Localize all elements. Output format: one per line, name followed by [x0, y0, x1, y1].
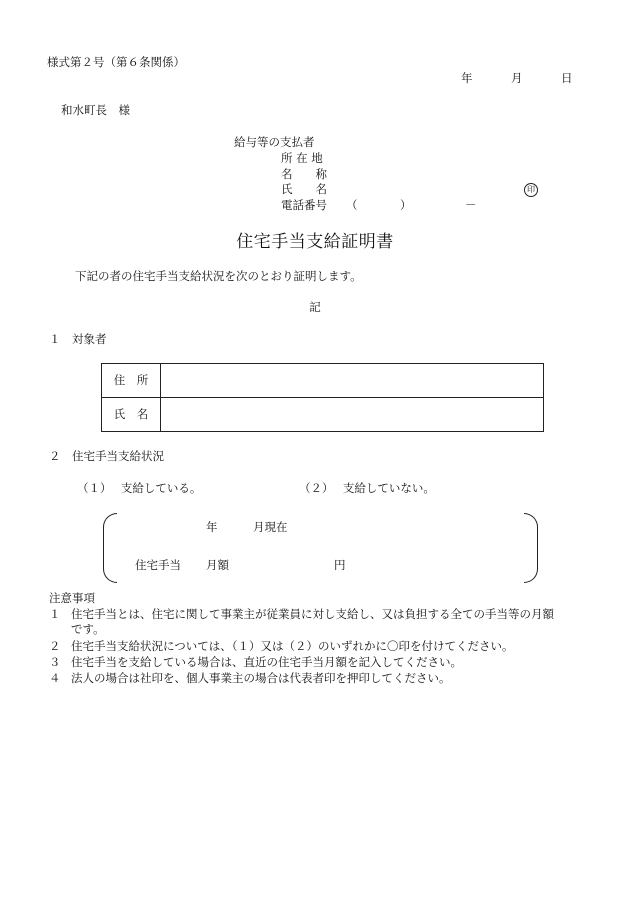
document-title: 住宅手当支給証明書 — [236, 232, 394, 252]
date-month-label: 月 — [511, 71, 523, 85]
address-label-cell: 住 所 — [102, 364, 161, 398]
payer-person-label: 氏 名 — [281, 182, 327, 196]
target-person-table — [101, 363, 544, 432]
form-number: 様式第２号（第６条関係） — [47, 55, 185, 69]
as-of-month-label: 月現在 — [253, 520, 288, 534]
name-value-cell[interactable] — [161, 398, 544, 432]
table-row — [102, 398, 544, 432]
payer-heading: 給与等の支払者 — [234, 135, 315, 149]
table-row — [102, 364, 544, 398]
date-year-label: 年 — [461, 71, 473, 85]
section1-heading: １ 対象者 — [49, 332, 107, 346]
note-text-continued: です。 — [71, 622, 105, 636]
phone-close-paren: ） — [400, 198, 412, 212]
phone-open-paren: （ — [346, 198, 358, 212]
intro-text: 下記の者の住宅手当支給状況を次のとおり証明します。 — [75, 269, 362, 283]
note-number: ３ — [49, 655, 61, 669]
allowance-label: 住宅手当 — [135, 558, 181, 572]
option-paying[interactable]: （１） 支給している。 — [77, 481, 202, 495]
note-number: ２ — [49, 639, 61, 653]
payer-phone-label: 電話番号 — [281, 198, 327, 212]
left-bracket — [103, 513, 117, 583]
note-text: 住宅手当支給状況については、（１）又は（２）のいずれかに〇印を付けてください。 — [71, 639, 514, 653]
note-text: 住宅手当とは、住宅に関して事業主が従業員に対し支給し、又は負担する全ての手当等の月額 — [71, 607, 554, 621]
addressee: 和水町長 様 — [61, 103, 130, 117]
section2-heading: ２ 住宅手当支給状況 — [49, 449, 164, 463]
right-bracket — [524, 513, 538, 583]
option-not-paying[interactable]: （２） 支給していない。 — [299, 481, 435, 495]
seal-mark — [524, 182, 538, 197]
monthly-amount-label: 月額 — [206, 558, 229, 572]
as-of-year-label: 年 — [206, 520, 218, 534]
date-day-label: 日 — [561, 71, 573, 85]
payer-name-label: 名 称 — [281, 167, 327, 181]
payer-address-label: 所 在 地 — [281, 151, 323, 165]
note-text: 法人の場合は社印を、個人事業主の場合は代表者印を押印してください。 — [71, 671, 451, 685]
address-value-cell[interactable] — [161, 364, 544, 398]
notes-heading: 注意事項 — [49, 591, 95, 605]
seal-icon: 印 — [524, 183, 538, 197]
note-text: 住宅手当を支給している場合は、直近の住宅手当月額を記入してください。 — [71, 655, 462, 669]
ki-label: 記 — [309, 300, 321, 314]
yen-label: 円 — [334, 558, 346, 572]
name-label-cell: 氏 名 — [102, 398, 161, 432]
note-number: １ — [49, 607, 61, 621]
phone-dash: － — [465, 198, 477, 212]
note-number: ４ — [49, 671, 61, 685]
